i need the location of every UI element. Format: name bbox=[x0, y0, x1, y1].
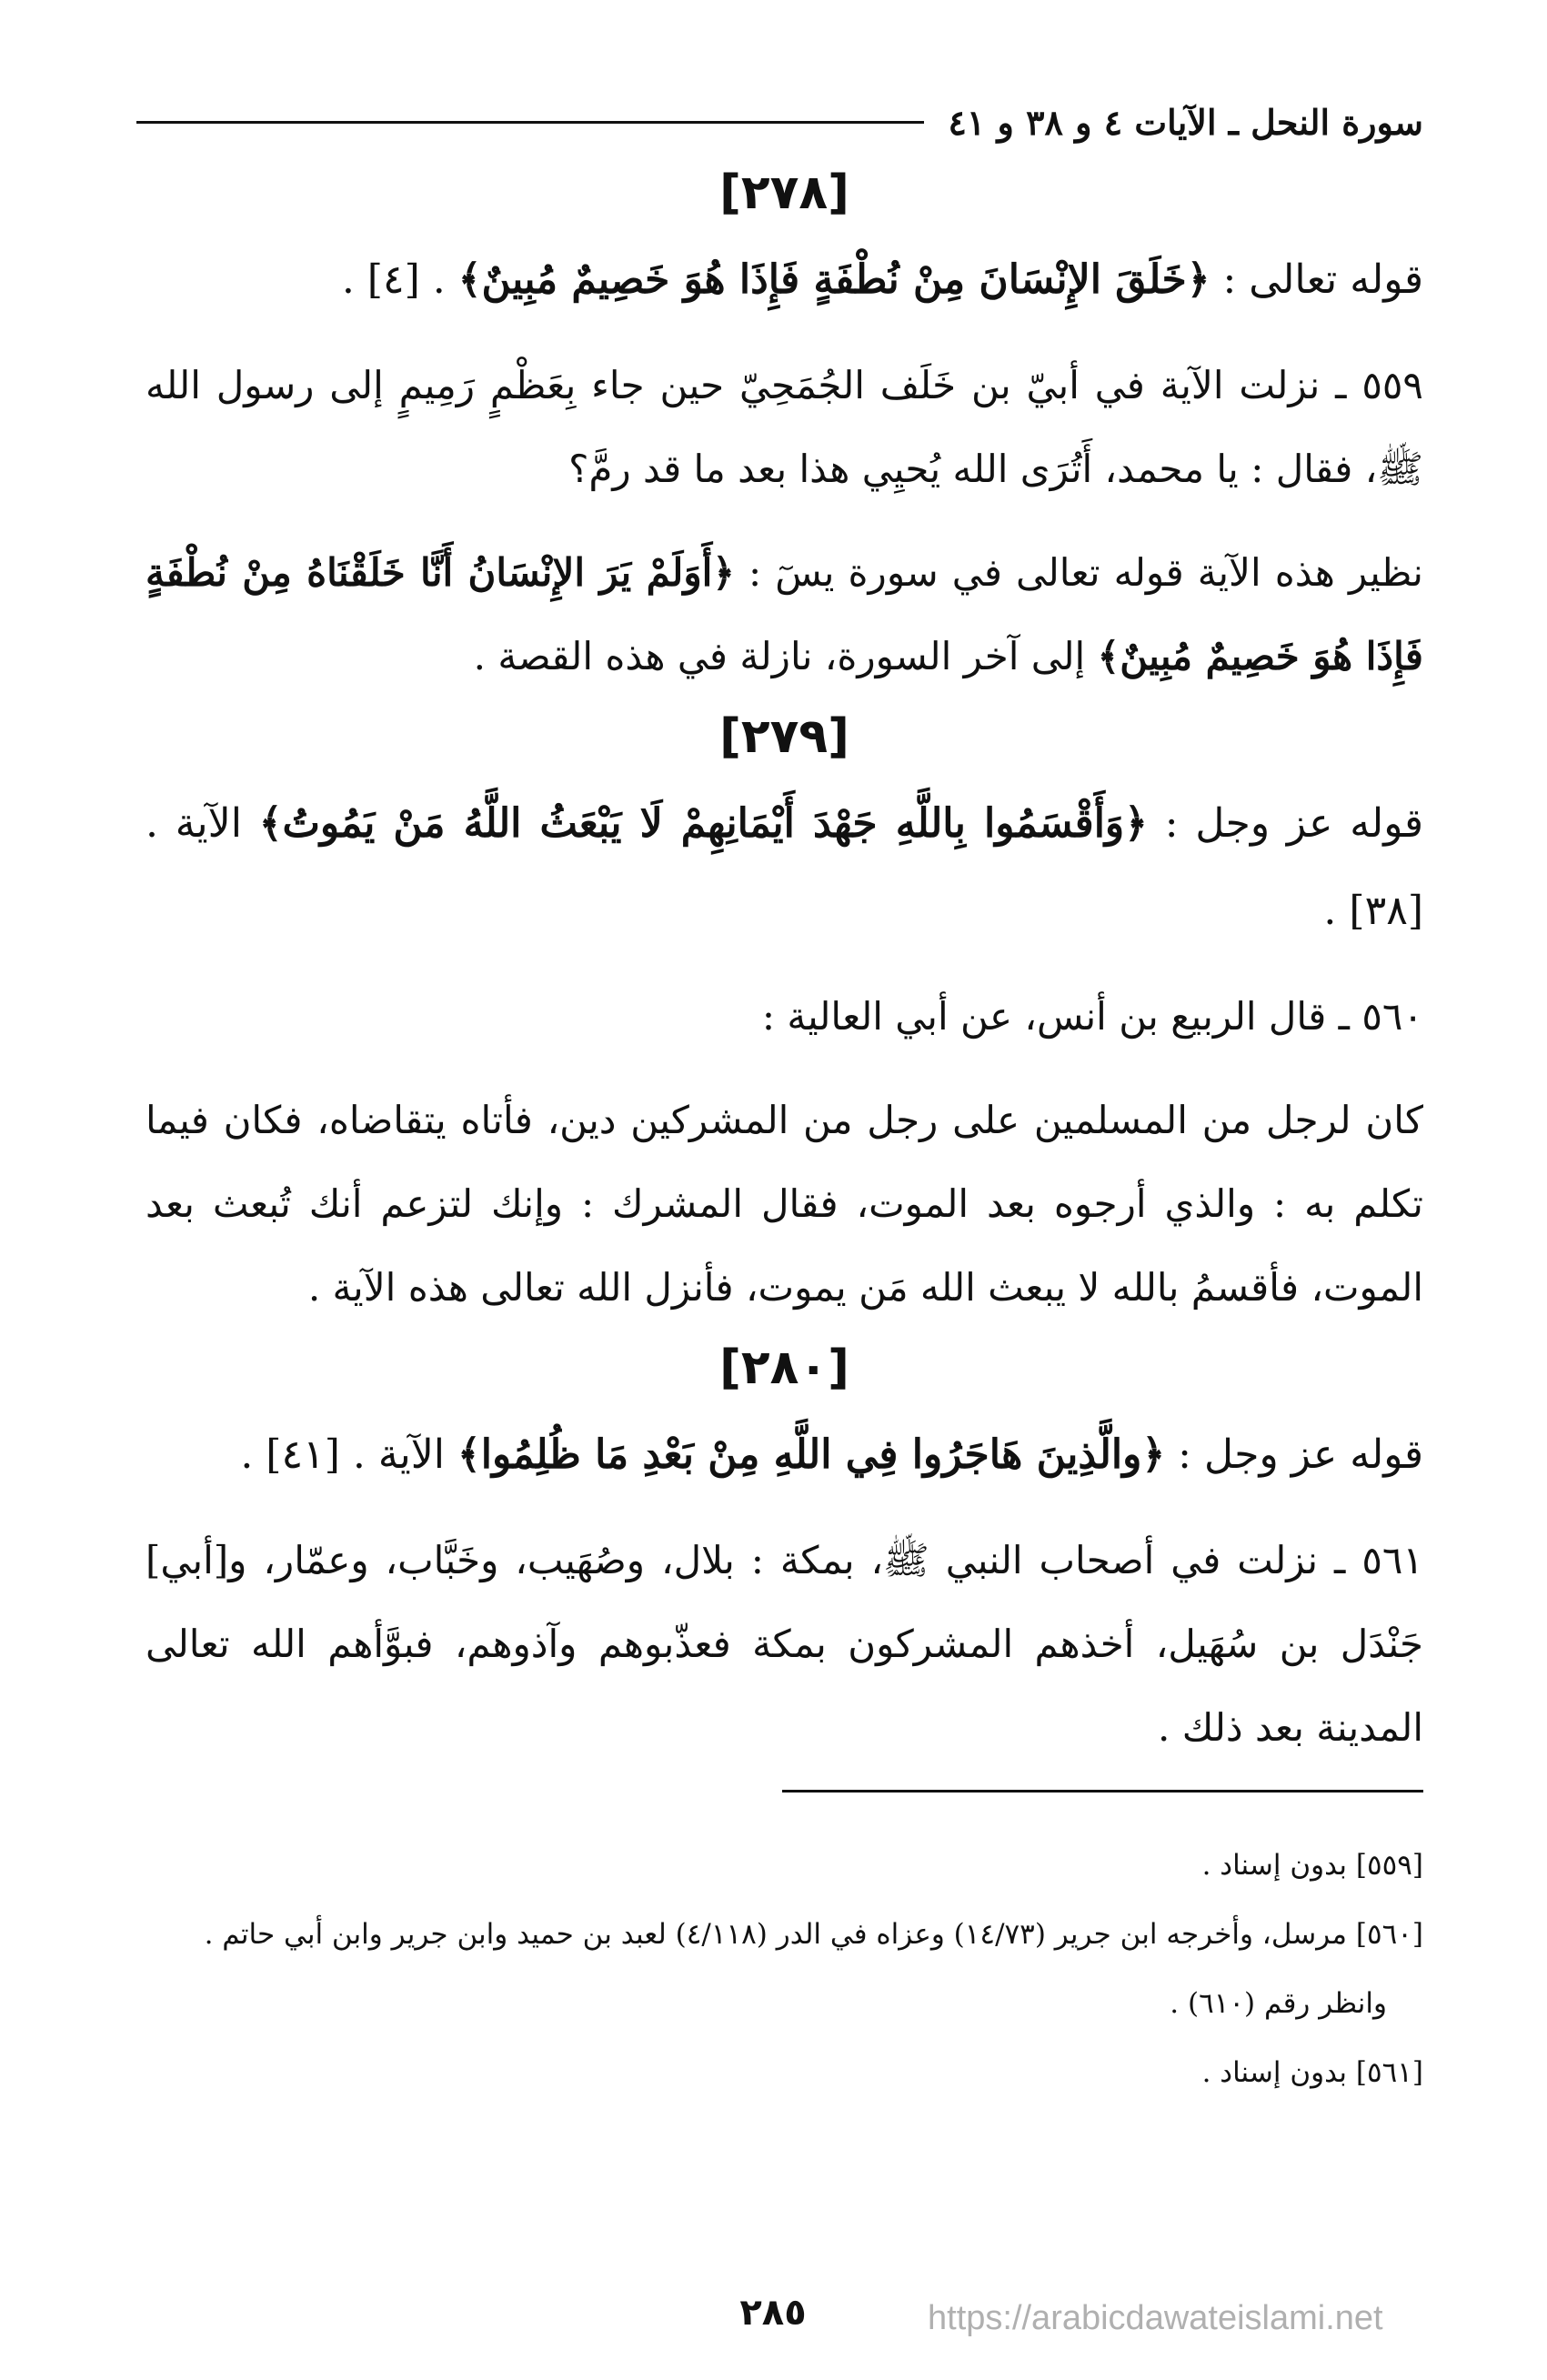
verse-line bbox=[146, 1411, 1423, 1499]
running-header bbox=[136, 95, 1423, 149]
quran-verse: ﴿خَلَقَ الإِنْسَانَ مِنْ نُطْفَةٍ فَإِذَا هُوَ خَصِيمٌ مُبِينٌ﴾ bbox=[457, 256, 1210, 303]
narration-paragraph: كان لرجل من المسلمين على رجل من المشركين دين، فأتاه يتقاضاه، فكان فيما تكلم به : والذي أرجوه بعد الموت، فقال المشرك : وإنك لتزعم أنك تُبعث بعد الموت، فأقسمُ بالله لا يبعث الله مَن يموت، فأنزل الله تعالى هذه الآية . bbox=[146, 1098, 1423, 1310]
section-number: [٢٧٩] bbox=[719, 709, 849, 764]
quran-verse: ﴿وَأَقْسَمُوا بِاللَّهِ جَهْدَ أَيْمَانِهِمْ لَا يَبْعَثُ اللَّهُ مَنْ يَمُوتُ﴾ bbox=[258, 800, 1148, 847]
quran-verse: ﴿والَّذِينَ هَاجَرُوا فِي اللَّهِ مِنْ بَعْدِ مَا ظُلِمُوا﴾ bbox=[457, 1431, 1166, 1478]
header-rule bbox=[136, 121, 924, 124]
verse-line bbox=[146, 780, 1423, 955]
page-number: ٢٨٥ bbox=[739, 2292, 807, 2334]
running-title: سورة النحل ـ الآيات ٤ و ٣٨ و ٤١ bbox=[948, 101, 1423, 143]
narration-paragraph: ٥٦١ ـ نزلت في أصحاب النبي ﷺ، بمكة : بلال، وصُهَيب، وخَبَّاب، وعمّار، و[أبي] جَنْدَل بن سُهَيل، أخذهم المشركون بمكة فعذّبوهم وآذوهم، فبوَّأهم الله تعالى المدينة بعد ذلك . bbox=[146, 1538, 1423, 1750]
verse-intro: قوله عز وجل : bbox=[1147, 800, 1423, 847]
verse-intro: قوله عز وجل : bbox=[1165, 1431, 1423, 1478]
verse-line bbox=[146, 236, 1423, 324]
footnote-separator bbox=[782, 1790, 1423, 1793]
narration-paragraph: ٥٥٩ ـ نزلت الآية في أبيّ بن خَلَف الجُمَحِيّ حين جاء بِعَظْمٍ رَمِيمٍ إلى رسول الله ﷺ، فقال : يا محمد، أَتُرَى الله يُحيِي هذا بعد ما قد رمَّ؟ bbox=[146, 363, 1423, 491]
section-number: [٢٨٠] bbox=[719, 1341, 849, 1395]
quran-verse: ﴿أَوَلَمْ يَرَ الإِنْسَانُ أَنَّا خَلَقْنَاهُ مِنْ نُطْفَةٍ فَإِذَا هُوَ خَصِيمٌ مُبِينٌ﴾ bbox=[146, 550, 1423, 678]
narration-heading: ٥٦٠ ـ قال الربيع بن أنس، عن أبي العالية : bbox=[761, 994, 1423, 1039]
commentary-paragraph bbox=[146, 531, 1423, 698]
footnote: وانظر رقم (٦١٠) . bbox=[1170, 1987, 1387, 2020]
footnote: [٥٦٠] مرسل، وأخرجه ابن جرير (١٤/٧٣) وعزاه في الدر (٤/١١٨) لعبد بن حميد وابن جرير وابن أبي حاتم . bbox=[204, 1918, 1423, 1951]
footnote: [٥٦١] بدون إسناد . bbox=[1201, 2056, 1423, 2089]
verse-intro: قوله تعالى : bbox=[1210, 256, 1423, 303]
verse-reference: الآية . [٣٨] . bbox=[146, 800, 1423, 934]
verse-reference: الآية . [٤١] . bbox=[240, 1431, 457, 1478]
verse-reference: . [٤] . bbox=[341, 256, 458, 303]
footnotes bbox=[146, 1837, 1423, 2114]
commentary-suffix: إلى آخر السورة، نازلة في هذه القصة . bbox=[473, 634, 1098, 678]
main-text bbox=[146, 155, 1423, 1770]
footnote: [٥٥٩] بدون إسناد . bbox=[1201, 1849, 1423, 1882]
watermark-url: https://arabicdawateislami.net bbox=[928, 2299, 1383, 2337]
commentary-prefix: نظير هذه الآية قوله تعالى في سورة يسٓ : bbox=[734, 550, 1423, 595]
section-number: [٢٧٨] bbox=[719, 166, 849, 220]
